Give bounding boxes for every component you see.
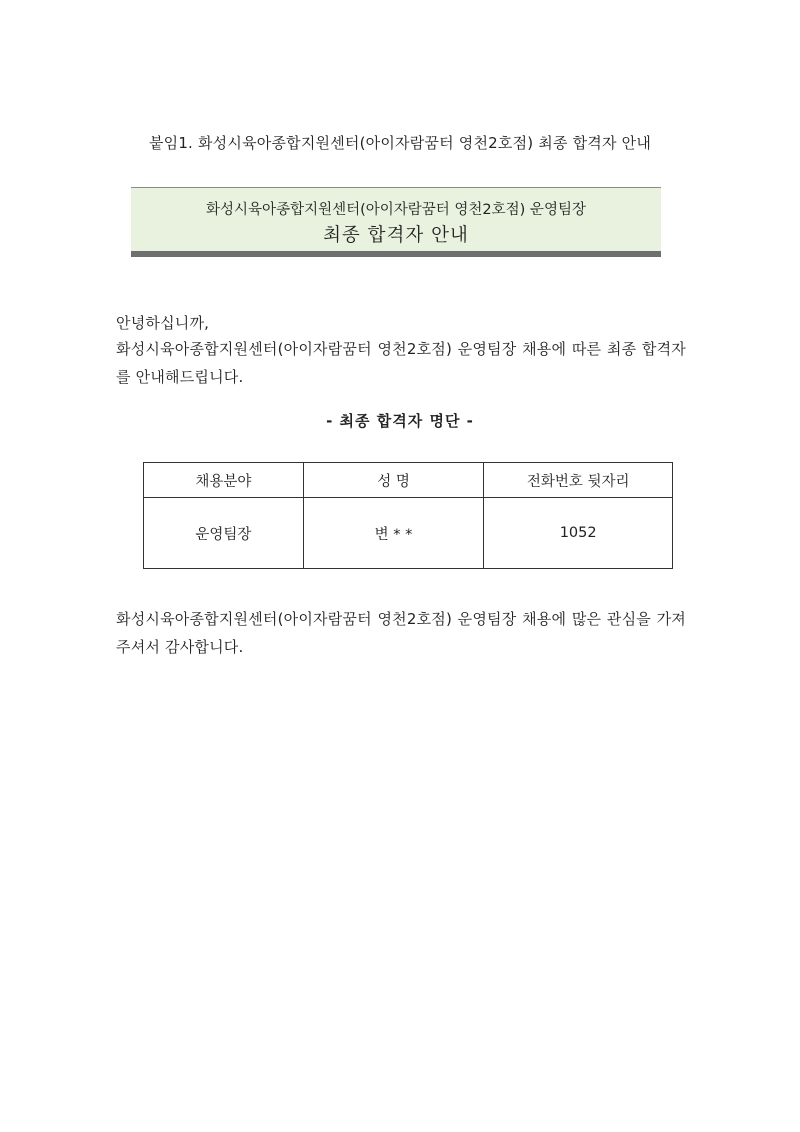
banner-subtitle: 화성시육아종합지원센터(아이자람꿈터 영천2호점) 운영팀장 [206, 202, 586, 218]
table-row [144, 498, 673, 569]
header-name: 성 명 [303, 463, 484, 498]
list-heading: - 최종 합격자 명단 - [326, 412, 474, 430]
attachment-title: 붙임1. 화성시육아종합지원센터(아이자람꿈터 영천2호점) 최종 합격자 안내 [148, 134, 652, 152]
header-field: 채용분야 [144, 463, 304, 498]
header-phone: 전화번호 뒷자리 [484, 463, 673, 498]
closing-paragraph: 화성시육아종합지원센터(아이자람꿈터 영천2호점) 운영팀장 채용에 많은 관심을 가져 주셔서 감사합니다. [116, 610, 686, 656]
title-banner [131, 187, 661, 257]
banner-bottom-bar [131, 251, 661, 257]
greeting-text: 안녕하십니까, [116, 314, 210, 332]
intro-paragraph: 화성시육아종합지원센터(아이자람꿈터 영천2호점) 운영팀장 채용에 따른 최종 합격자를 안내해드립니다. [116, 340, 686, 386]
table-header-row [144, 463, 673, 498]
result-table [143, 462, 673, 569]
banner-title: 최종 합격자 안내 [323, 225, 469, 246]
cell-name: 변 * * [303, 498, 484, 569]
cell-field: 운영팀장 [144, 498, 304, 569]
cell-phone: 1052 [484, 498, 673, 569]
